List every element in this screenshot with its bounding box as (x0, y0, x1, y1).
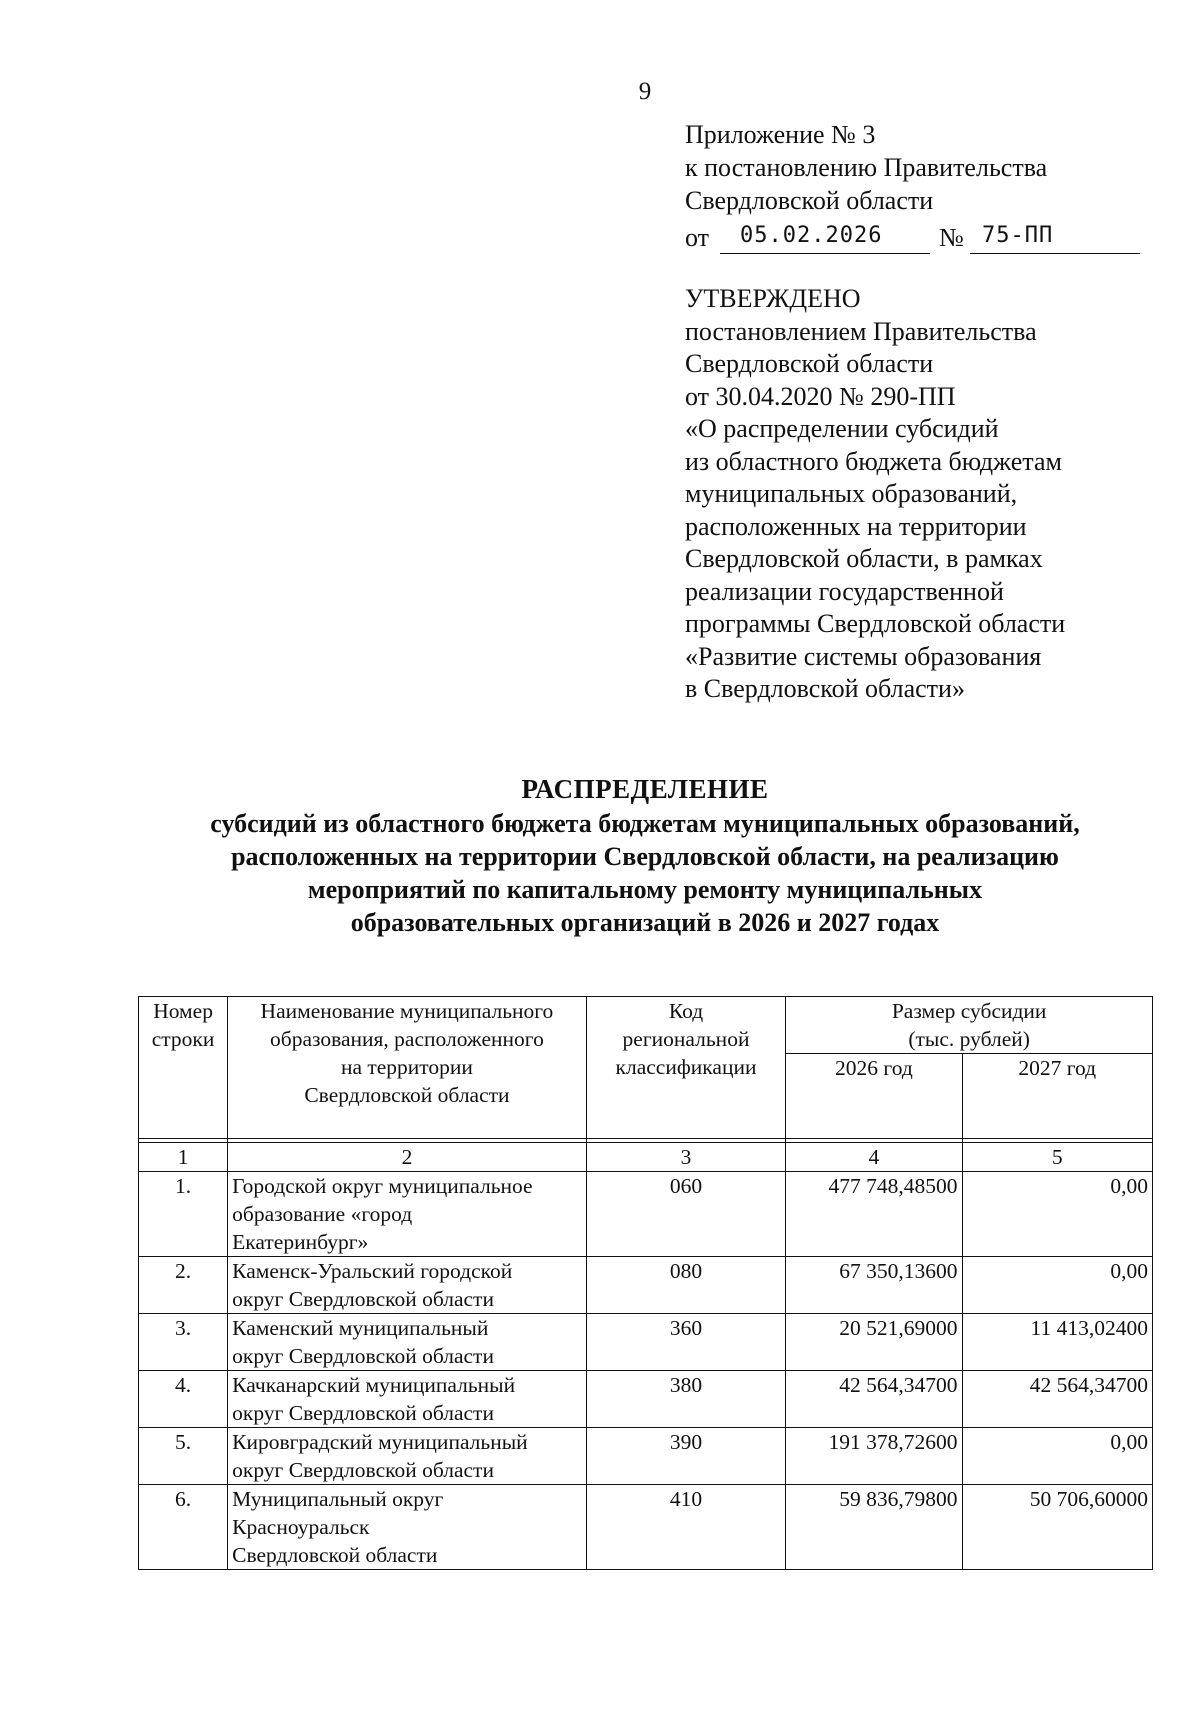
table-row (139, 1257, 1153, 1314)
name-line: Екатеринбург» (232, 1230, 369, 1254)
header-text: Код (668, 999, 704, 1023)
subsidy-2026: 67 350,13600 (786, 1257, 962, 1314)
subsidy-2027: 42 564,34700 (962, 1371, 1152, 1428)
header-text: образования, расположенного (270, 1027, 544, 1051)
name-line: Каменск-Уральский городской (232, 1259, 513, 1283)
name-line: округ Свердловской области (232, 1458, 494, 1482)
date-blank (720, 217, 930, 254)
row-number: 1. (139, 1172, 228, 1257)
approval-line: расположенных на территории (685, 511, 1027, 541)
header-text: Номер (153, 999, 213, 1023)
subsidy-2026: 477 748,48500 (786, 1172, 962, 1257)
title-line: расположенных на территории Свердловской области, на реализацию (231, 842, 1059, 871)
subsidy-table (138, 996, 1153, 1570)
header-text: Размер субсидии (891, 999, 1047, 1023)
subsidy-2027: 11 413,02400 (962, 1314, 1152, 1371)
header-text: классификации (615, 1055, 757, 1079)
appendix-line: к постановлению Правительства (685, 153, 1048, 182)
approval-block (685, 283, 1065, 706)
approval-line: Свердловской области, в рамках (685, 544, 1043, 573)
column-number: 2 (228, 1143, 587, 1172)
subsidy-2027: 0,00 (962, 1428, 1152, 1485)
region-code: 380 (586, 1371, 786, 1428)
approval-line: от 30.04.2020 № 290-ПП (685, 381, 956, 411)
municipality-name (228, 1314, 587, 1371)
approval-line: реализации государственной (685, 576, 1004, 606)
table-row (139, 1371, 1153, 1428)
title-heading: РАСПРЕДЕЛЕНИЕ (521, 774, 769, 804)
municipality-name (228, 1485, 587, 1570)
table-row (139, 1485, 1153, 1570)
approval-line: программы Свердловской области (685, 609, 1066, 638)
name-line: Свердловской области (232, 1543, 438, 1567)
region-code: 360 (586, 1314, 786, 1371)
name-line: Кировградский муниципальный (232, 1430, 528, 1454)
subsidy-2026: 191 378,72600 (786, 1428, 962, 1485)
approval-line: в Свердловской области» (685, 674, 965, 703)
table-row (139, 1428, 1153, 1485)
subsidy-2027: 0,00 (962, 1257, 1152, 1314)
row-number: 2. (139, 1257, 228, 1314)
approval-line: постановлением Правительства (685, 316, 1037, 346)
row-number: 6. (139, 1485, 228, 1570)
header-municipality (228, 997, 587, 1139)
region-code: 080 (586, 1257, 786, 1314)
column-number: 5 (962, 1143, 1152, 1172)
subsidy-2026: 59 836,79800 (786, 1485, 962, 1570)
row-number: 4. (139, 1371, 228, 1428)
header-text: Наименование муниципального (260, 999, 554, 1023)
name-line: Муниципальный округ (232, 1487, 444, 1511)
title-line: образовательных организаций в 2026 и 2027 годах (350, 908, 940, 937)
approval-line: «Развитие системы образования (685, 641, 1042, 671)
resolution-number: 75-ПП (982, 223, 1054, 248)
name-line: Каменский муниципальный (232, 1316, 489, 1340)
resolution-date-line (685, 217, 1054, 257)
date-prefix: от (685, 223, 710, 252)
subsidy-2027: 0,00 (962, 1172, 1152, 1257)
header-text: строки (151, 1027, 215, 1051)
column-numbers-row (139, 1143, 1153, 1172)
header-text: (тыс. рублей) (908, 1027, 1030, 1051)
resolution-date: 05.02.2026 (740, 223, 883, 248)
region-code: 390 (586, 1428, 786, 1485)
appendix-block (685, 118, 1054, 257)
name-line: округ Свердловской области (232, 1287, 494, 1311)
municipality-name (228, 1257, 587, 1314)
table-row (139, 1172, 1153, 1257)
subsidy-2026: 42 564,34700 (786, 1371, 962, 1428)
table-row (139, 1314, 1153, 1371)
name-line: Красноуральск (232, 1515, 370, 1539)
document-title (0, 773, 1200, 939)
region-code: 060 (586, 1172, 786, 1257)
title-line: мероприятий по капитальному ремонту муниципальных (307, 875, 983, 904)
appendix-line: Приложение № 3 (685, 120, 876, 149)
header-year-2027: 2027 год (962, 1054, 1152, 1139)
column-number: 3 (586, 1143, 786, 1172)
appendix-line: Свердловской области (685, 186, 934, 215)
header-text: Свердловской области (304, 1083, 510, 1107)
page-number: 9 (638, 78, 652, 105)
name-line: образование «город (232, 1202, 413, 1226)
name-line: округ Свердловской области (232, 1401, 494, 1425)
approval-line: из областного бюджета бюджетам (685, 446, 1062, 476)
row-number: 3. (139, 1314, 228, 1371)
column-number: 1 (139, 1143, 228, 1172)
name-line: округ Свердловской области (232, 1344, 494, 1368)
row-number: 5. (139, 1428, 228, 1485)
column-number: 4 (786, 1143, 962, 1172)
municipality-name (228, 1172, 587, 1257)
subsidy-2027: 50 706,60000 (962, 1485, 1152, 1570)
title-line: субсидий из областного бюджета бюджетам муниципальных образований, (210, 809, 1080, 838)
region-code: 410 (586, 1485, 786, 1570)
number-prefix: № (939, 223, 964, 252)
header-subsidy (786, 997, 1153, 1054)
header-text: на территории (340, 1055, 473, 1079)
municipality-name (228, 1371, 587, 1428)
approval-line: муниципальных образований, (685, 479, 1018, 508)
subsidy-2026: 20 521,69000 (786, 1314, 962, 1371)
municipality-name (228, 1428, 587, 1485)
table-header-row (139, 997, 1153, 1054)
header-text: региональной (622, 1027, 750, 1051)
approval-line: «О распределении субсидий (685, 414, 999, 443)
header-year-2026: 2026 год (786, 1054, 962, 1139)
name-line: Городской округ муниципальное (232, 1174, 533, 1198)
number-blank (970, 217, 1140, 254)
header-row-number (139, 997, 228, 1139)
header-code (586, 997, 786, 1139)
name-line: Качканарский муниципальный (232, 1373, 516, 1397)
approval-line: Свердловской области (685, 349, 934, 378)
approval-line: УТВЕРЖДЕНО (685, 284, 861, 313)
